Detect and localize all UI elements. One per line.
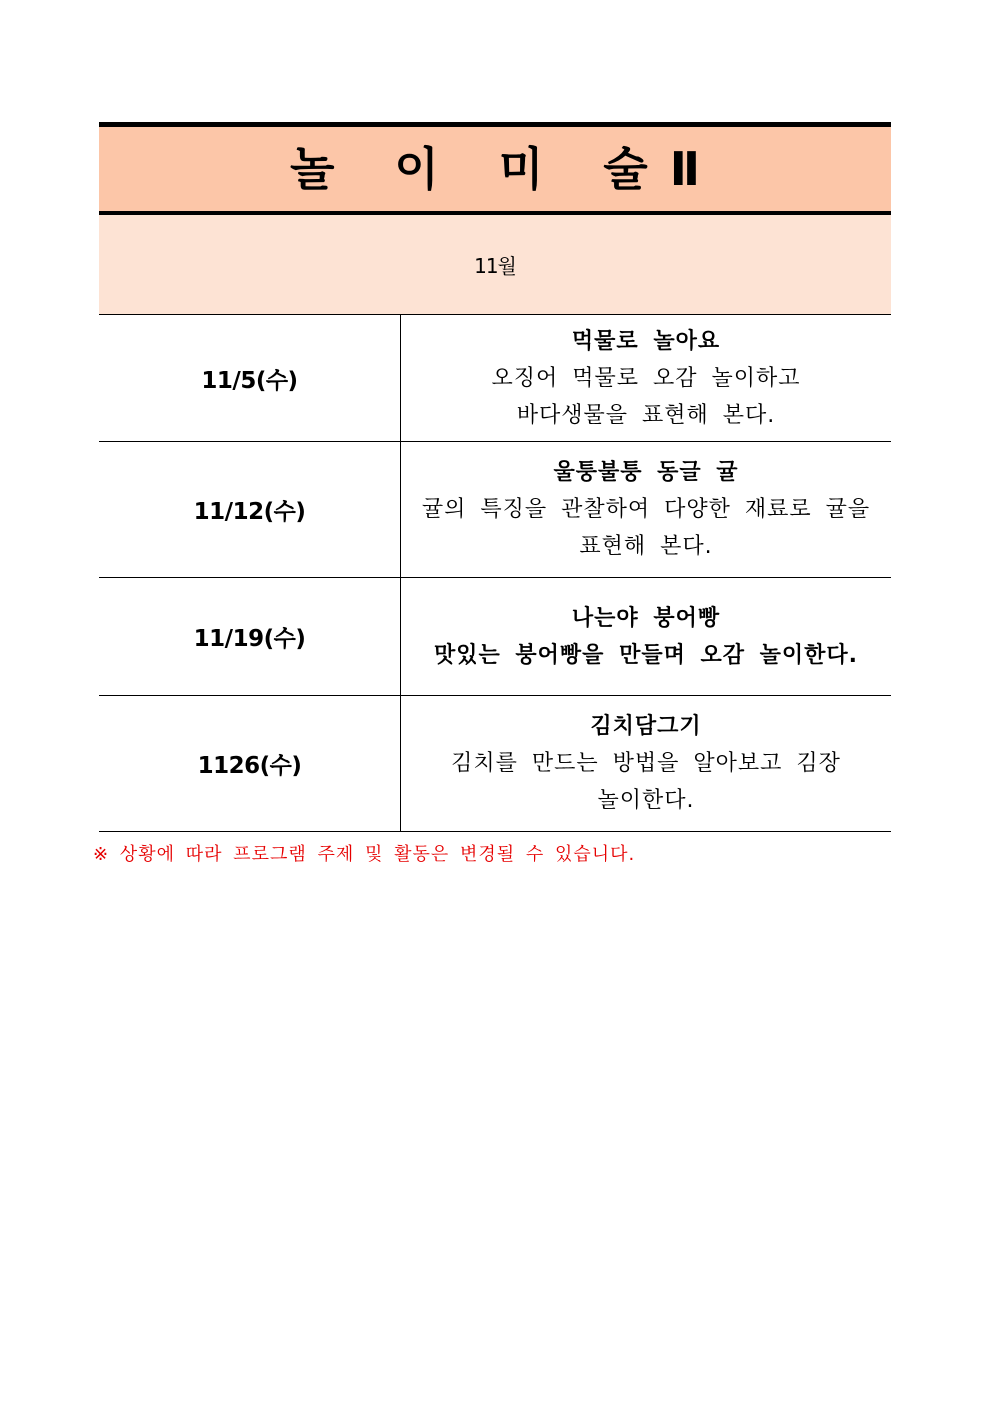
- activity-title: 먹물로 놀아요: [571, 328, 721, 354]
- activity-title: 김치담그기: [590, 714, 702, 739]
- month-label: 11월: [474, 254, 516, 278]
- program-table: [99, 122, 891, 832]
- title-band: [99, 122, 891, 215]
- activity-cell: [401, 442, 891, 577]
- activity-desc-line: 귤의 특징을 관찰하여 다양한 재료로 귤을: [421, 497, 871, 522]
- activity-desc-line: 맛있는 붕어빵을 만들며 오감 놀이한다.: [433, 642, 859, 668]
- notice-text: ※ 상황에 따라 프로그램 주제 및 활동은 변경될 수 있습니다.: [93, 844, 636, 865]
- table-row: [99, 315, 891, 442]
- month-band: [99, 215, 891, 315]
- activity-desc-line: 표현해 본다.: [579, 534, 713, 559]
- activity-title: 나는야 붕어빵: [571, 605, 721, 631]
- date-cell: 11/12(수): [99, 442, 401, 577]
- activity-cell: [401, 696, 891, 831]
- page-title: 놀 이 미 술Ⅱ: [289, 142, 723, 196]
- table-row: [99, 578, 891, 696]
- activity-cell: [401, 315, 891, 441]
- table-row: [99, 442, 891, 578]
- activity-desc-line: 놀이한다.: [597, 788, 695, 813]
- date-cell: 1126(수): [99, 696, 401, 831]
- activity-title: 울퉁불퉁 동글 귤: [553, 460, 739, 485]
- table-row: [99, 696, 891, 832]
- activity-desc-line: 오징어 먹물로 오감 놀이하고: [491, 365, 801, 391]
- activity-desc-line: 바다생물을 표현해 본다.: [516, 402, 776, 428]
- date-cell: 11/19(수): [99, 578, 401, 695]
- date-cell: 11/5(수): [99, 315, 401, 441]
- activity-cell: [401, 578, 891, 695]
- activity-desc-line: 김치를 만드는 방법을 알아보고 김장: [451, 751, 841, 776]
